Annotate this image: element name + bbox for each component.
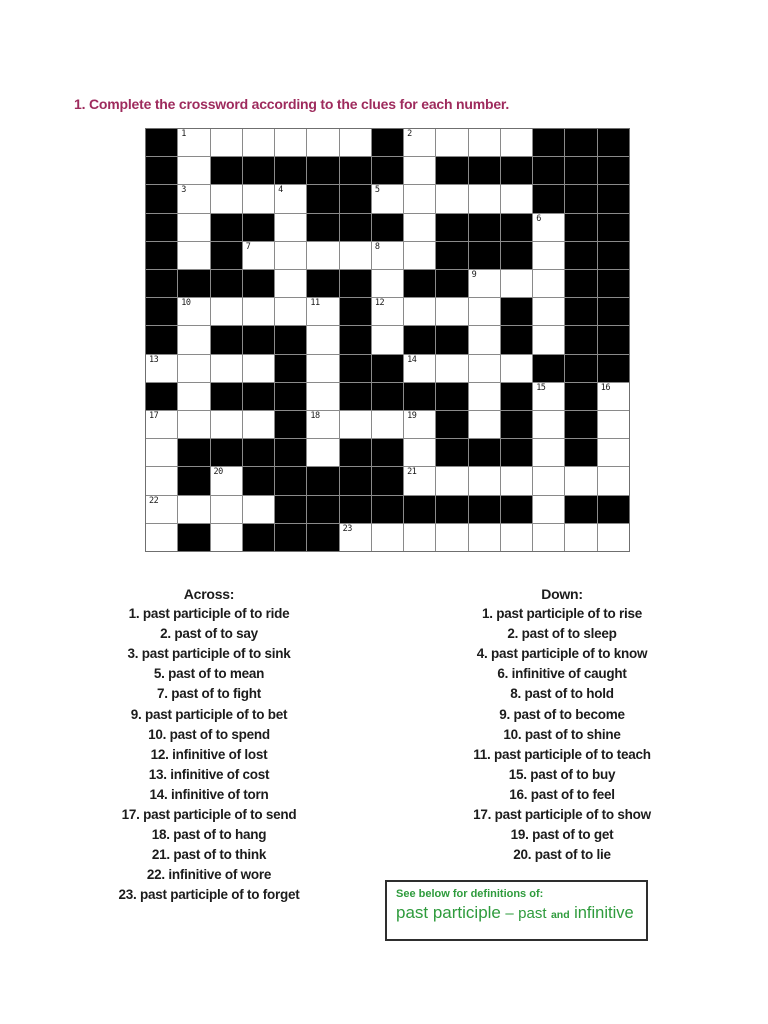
- grid-cell-black: [340, 214, 371, 241]
- across-clue: 23. past participle of to forget: [118, 887, 300, 903]
- grid-cell-black: [436, 214, 467, 241]
- grid-cell[interactable]: [372, 298, 403, 325]
- grid-cell-black: [404, 326, 435, 353]
- grid-cell[interactable]: [275, 242, 306, 269]
- grid-cell[interactable]: [372, 185, 403, 212]
- grid-cell-black: [211, 157, 242, 184]
- grid-cell-black: [565, 326, 596, 353]
- grid-cell-black: [436, 439, 467, 466]
- grid-cell-black: [533, 129, 564, 156]
- grid-cell[interactable]: [307, 298, 338, 325]
- across-clue: 12. infinitive of lost: [150, 746, 268, 762]
- grid-cell-black: [307, 467, 338, 494]
- grid-cell[interactable]: [243, 185, 274, 212]
- grid-cell-black: [340, 467, 371, 494]
- note-line2-part: –: [505, 905, 514, 922]
- grid-cell-black: [469, 157, 500, 184]
- grid-cell[interactable]: [178, 214, 209, 241]
- grid-cell-black: [146, 214, 177, 241]
- down-clue: 9. past of to become: [499, 706, 625, 722]
- grid-cell-black: [404, 383, 435, 410]
- grid-cell-black: [372, 439, 403, 466]
- definitions-note-box: [385, 880, 648, 941]
- across-clue: 14. infinitive of torn: [149, 786, 269, 802]
- grid-cell-black: [469, 242, 500, 269]
- grid-cell[interactable]: [372, 326, 403, 353]
- cell-number: 5: [374, 185, 380, 196]
- grid-cell[interactable]: [146, 439, 177, 466]
- grid-cell-black: [501, 439, 532, 466]
- grid-cell[interactable]: [533, 270, 564, 297]
- down-clue: 17. past participle of to show: [473, 807, 651, 823]
- across-clue: 5. past of to mean: [153, 666, 265, 682]
- cell-number: 1: [181, 129, 186, 139]
- grid-cell[interactable]: [469, 326, 500, 353]
- grid-cell[interactable]: [436, 355, 467, 382]
- grid-cell[interactable]: [598, 467, 629, 494]
- grid-cell-black: [565, 129, 596, 156]
- across-clue: 17. past participle of to send: [121, 807, 297, 823]
- across-clue: 10. past of to spend: [148, 726, 270, 742]
- grid-cell[interactable]: [211, 185, 242, 212]
- grid-cell[interactable]: [211, 467, 242, 494]
- grid-cell[interactable]: [469, 355, 500, 382]
- grid-cell[interactable]: [533, 242, 564, 269]
- grid-cell-black: [436, 383, 467, 410]
- grid-cell-black: [275, 411, 306, 438]
- down-clue-list: [437, 604, 687, 865]
- grid-cell-black: [146, 298, 177, 325]
- grid-cell-black: [211, 270, 242, 297]
- grid-cell[interactable]: [178, 326, 209, 353]
- grid-cell-black: [436, 157, 467, 184]
- grid-cell[interactable]: [598, 383, 629, 410]
- grid-cell-black: [146, 326, 177, 353]
- cell-number: 8: [374, 241, 380, 252]
- grid-cell-black: [372, 355, 403, 382]
- cell-number: 3: [181, 185, 186, 196]
- grid-cell-black: [146, 157, 177, 184]
- grid-cell-black: [436, 270, 467, 297]
- grid-cell[interactable]: [146, 411, 177, 438]
- grid-cell[interactable]: [211, 411, 242, 438]
- grid-cell-black: [598, 129, 629, 156]
- down-clue: 2. past of to sleep: [507, 626, 617, 642]
- grid-cell[interactable]: [307, 242, 338, 269]
- grid-cell-black: [501, 496, 532, 523]
- grid-cell-black: [307, 157, 338, 184]
- grid-cell[interactable]: [404, 411, 435, 438]
- cell-number: 19: [407, 411, 417, 421]
- grid-cell[interactable]: [340, 129, 371, 156]
- down-clues-section: [437, 584, 687, 865]
- grid-cell-black: [501, 383, 532, 410]
- grid-cell-black: [275, 439, 306, 466]
- grid-cell-black: [275, 524, 306, 551]
- grid-cell[interactable]: [275, 214, 306, 241]
- grid-cell-black: [372, 467, 403, 494]
- grid-cell-black: [243, 326, 274, 353]
- across-clue: 13. infinitive of cost: [148, 766, 270, 782]
- grid-cell[interactable]: [243, 242, 274, 269]
- grid-cell-black: [372, 383, 403, 410]
- grid-cell-black: [598, 185, 629, 212]
- grid-cell-black: [340, 157, 371, 184]
- grid-cell[interactable]: [533, 214, 564, 241]
- grid-cell[interactable]: [372, 242, 403, 269]
- down-clue: 16. past of to feel: [509, 786, 615, 802]
- grid-cell-black: [275, 383, 306, 410]
- grid-cell[interactable]: [404, 467, 435, 494]
- grid-cell-black: [436, 411, 467, 438]
- grid-cell-black: [598, 298, 629, 325]
- grid-cell-black: [598, 214, 629, 241]
- grid-cell-black: [501, 214, 532, 241]
- grid-cell[interactable]: [404, 214, 435, 241]
- grid-cell[interactable]: [404, 185, 435, 212]
- grid-cell[interactable]: [178, 129, 209, 156]
- grid-cell[interactable]: [501, 185, 532, 212]
- note-line2-part: infinitive: [574, 904, 634, 922]
- grid-cell-black: [307, 214, 338, 241]
- grid-cell[interactable]: [178, 496, 209, 523]
- grid-cell[interactable]: [146, 496, 177, 523]
- grid-cell[interactable]: [404, 439, 435, 466]
- grid-cell-black: [178, 439, 209, 466]
- down-clue: 11. past participle of to teach: [473, 746, 651, 762]
- down-clue: 19. past of to get: [510, 827, 614, 843]
- down-clue: 10. past of to shine: [503, 726, 621, 742]
- crossword-grid: [145, 128, 630, 552]
- grid-cell[interactable]: [469, 467, 500, 494]
- grid-cell[interactable]: [178, 157, 209, 184]
- down-clue: 4. past participle of to know: [476, 646, 648, 662]
- cell-number: 18: [310, 411, 320, 421]
- across-clue-list: [84, 604, 334, 905]
- grid-cell[interactable]: [436, 467, 467, 494]
- grid-cell-black: [340, 383, 371, 410]
- down-clue: 8. past of to hold: [510, 686, 614, 702]
- grid-cell[interactable]: [178, 355, 209, 382]
- across-clue: 9. past participle of to bet: [130, 706, 288, 722]
- grid-cell[interactable]: [469, 383, 500, 410]
- grid-cell-black: [565, 411, 596, 438]
- grid-cell-black: [598, 355, 629, 382]
- grid-cell-black: [275, 496, 306, 523]
- grid-cell-black: [340, 496, 371, 523]
- grid-cell[interactable]: [501, 467, 532, 494]
- grid-cell[interactable]: [307, 439, 338, 466]
- cell-number: 10: [181, 298, 191, 309]
- grid-cell-black: [211, 214, 242, 241]
- grid-cell-black: [243, 467, 274, 494]
- grid-cell-black: [501, 411, 532, 438]
- grid-cell-black: [565, 214, 596, 241]
- grid-cell[interactable]: [211, 298, 242, 325]
- grid-cell[interactable]: [178, 242, 209, 269]
- grid-cell[interactable]: [243, 129, 274, 156]
- cell-number: 22: [149, 495, 159, 506]
- grid-cell[interactable]: [436, 185, 467, 212]
- grid-cell-black: [436, 326, 467, 353]
- cell-number: 11: [310, 298, 320, 309]
- cell-number: 12: [374, 298, 385, 309]
- grid-cell-black: [436, 242, 467, 269]
- grid-cell[interactable]: [275, 298, 306, 325]
- cell-number: 9: [471, 270, 477, 280]
- grid-cell-black: [469, 439, 500, 466]
- cell-number: 20: [213, 467, 223, 478]
- grid-cell[interactable]: [501, 270, 532, 297]
- grid-cell[interactable]: [243, 355, 274, 382]
- grid-cell[interactable]: [533, 496, 564, 523]
- grid-cell[interactable]: [533, 524, 564, 551]
- grid-cell[interactable]: [533, 411, 564, 438]
- grid-cell[interactable]: [146, 355, 177, 382]
- grid-cell-black: [340, 326, 371, 353]
- grid-cell[interactable]: [469, 270, 500, 297]
- grid-cell[interactable]: [436, 298, 467, 325]
- grid-cell-black: [340, 185, 371, 212]
- grid-cell[interactable]: [211, 496, 242, 523]
- grid-cell-black: [372, 214, 403, 241]
- grid-cell-black: [243, 524, 274, 551]
- grid-cell[interactable]: [469, 524, 500, 551]
- grid-cell[interactable]: [436, 524, 467, 551]
- cell-number: 6: [536, 213, 541, 224]
- grid-cell-black: [307, 524, 338, 551]
- cell-number: 7: [245, 241, 251, 252]
- grid-cell-black: [243, 439, 274, 466]
- grid-cell-black: [275, 355, 306, 382]
- grid-cell-black: [146, 129, 177, 156]
- grid-cell-black: [533, 185, 564, 212]
- grid-cell[interactable]: [533, 326, 564, 353]
- grid-cell[interactable]: [275, 185, 306, 212]
- note-definitions-line: [396, 903, 640, 923]
- across-clue: 3. past participle of to sink: [127, 646, 291, 662]
- grid-cell-black: [598, 242, 629, 269]
- down-clue: 15. past of to buy: [508, 766, 616, 782]
- grid-cell[interactable]: [178, 411, 209, 438]
- grid-cell-black: [565, 439, 596, 466]
- cell-number: 15: [536, 382, 546, 393]
- grid-cell[interactable]: [404, 129, 435, 156]
- cell-number: 21: [407, 467, 417, 478]
- grid-cell[interactable]: [469, 298, 500, 325]
- grid-cell[interactable]: [211, 129, 242, 156]
- grid-cell[interactable]: [307, 326, 338, 353]
- grid-cell-black: [243, 383, 274, 410]
- grid-cell-black: [598, 326, 629, 353]
- grid-cell[interactable]: [436, 129, 467, 156]
- grid-cell[interactable]: [533, 467, 564, 494]
- grid-cell[interactable]: [404, 157, 435, 184]
- grid-cell[interactable]: [469, 411, 500, 438]
- grid-cell[interactable]: [178, 298, 209, 325]
- across-clue: 22. infinitive of wore: [146, 867, 272, 883]
- grid-cell-black: [211, 439, 242, 466]
- note-line2-part: past participle: [396, 903, 501, 922]
- across-clue: 18. past of to hang: [151, 827, 267, 843]
- grid-cell-black: [565, 270, 596, 297]
- cell-number: 14: [407, 354, 417, 365]
- grid-cell-black: [340, 270, 371, 297]
- grid-cell-black: [404, 496, 435, 523]
- note-heading: See below for definitions of:: [396, 888, 544, 900]
- grid-cell[interactable]: [211, 524, 242, 551]
- grid-cell[interactable]: [275, 270, 306, 297]
- grid-cell[interactable]: [340, 242, 371, 269]
- grid-cell-black: [565, 185, 596, 212]
- grid-cell-black: [372, 129, 403, 156]
- grid-cell-black: [243, 157, 274, 184]
- grid-cell-black: [436, 496, 467, 523]
- grid-cell-black: [211, 383, 242, 410]
- grid-cell[interactable]: [307, 383, 338, 410]
- cell-number: 16: [600, 382, 610, 393]
- grid-cell-black: [243, 270, 274, 297]
- grid-cell[interactable]: [598, 439, 629, 466]
- grid-cell[interactable]: [307, 355, 338, 382]
- grid-cell[interactable]: [501, 524, 532, 551]
- grid-cell[interactable]: [243, 298, 274, 325]
- grid-cell[interactable]: [307, 129, 338, 156]
- cell-number: 23: [342, 523, 352, 534]
- across-clue: 1. past participle of to ride: [128, 606, 290, 622]
- grid-cell[interactable]: [243, 411, 274, 438]
- grid-cell[interactable]: [211, 355, 242, 382]
- grid-cell[interactable]: [501, 129, 532, 156]
- grid-cell[interactable]: [469, 185, 500, 212]
- grid-cell[interactable]: [404, 355, 435, 382]
- down-heading: Down:: [541, 586, 583, 602]
- grid-cell-black: [340, 355, 371, 382]
- across-clue: 2. past of to say: [160, 626, 258, 642]
- grid-cell-black: [146, 270, 177, 297]
- note-line2-part: past: [518, 905, 547, 922]
- grid-cell[interactable]: [372, 270, 403, 297]
- grid-cell-black: [501, 326, 532, 353]
- grid-cell[interactable]: [598, 524, 629, 551]
- grid-cell[interactable]: [469, 129, 500, 156]
- grid-cell[interactable]: [307, 411, 338, 438]
- grid-cell[interactable]: [340, 411, 371, 438]
- grid-cell-black: [275, 467, 306, 494]
- across-clues-section: [84, 584, 334, 906]
- note-line2-part: and: [550, 909, 570, 921]
- grid-cell[interactable]: [565, 467, 596, 494]
- grid-cell-black: [533, 355, 564, 382]
- grid-cell-black: [501, 242, 532, 269]
- grid-cell[interactable]: [404, 298, 435, 325]
- grid-cell[interactable]: [178, 185, 209, 212]
- down-clue: 20. past of to lie: [513, 847, 611, 863]
- across-clue: 21. past of to think: [151, 847, 267, 863]
- grid-cell-black: [565, 496, 596, 523]
- grid-cell[interactable]: [243, 496, 274, 523]
- grid-cell-black: [501, 157, 532, 184]
- grid-cell[interactable]: [533, 298, 564, 325]
- grid-cell-black: [598, 496, 629, 523]
- grid-cell[interactable]: [533, 439, 564, 466]
- grid-cell-black: [501, 298, 532, 325]
- cell-number: 4: [278, 185, 283, 196]
- across-clue: 7. past of to fight: [157, 686, 261, 702]
- grid-cell-black: [146, 185, 177, 212]
- grid-cell-black: [178, 467, 209, 494]
- grid-cell[interactable]: [565, 524, 596, 551]
- grid-cell-black: [178, 524, 209, 551]
- grid-cell[interactable]: [372, 524, 403, 551]
- page-title: 1. Complete the crossword according to the clues for each number.: [74, 96, 510, 112]
- grid-cell-black: [146, 242, 177, 269]
- grid-cell-black: [565, 383, 596, 410]
- grid-cell-black: [533, 157, 564, 184]
- grid-cell-black: [275, 157, 306, 184]
- grid-cell-black: [469, 496, 500, 523]
- grid-cell-black: [307, 496, 338, 523]
- grid-cell-black: [178, 270, 209, 297]
- grid-cell[interactable]: [533, 383, 564, 410]
- grid-cell-black: [340, 439, 371, 466]
- grid-cell-black: [146, 383, 177, 410]
- grid-cell[interactable]: [404, 242, 435, 269]
- cell-number: 17: [149, 411, 159, 421]
- grid-cell[interactable]: [372, 411, 403, 438]
- grid-cell-black: [598, 270, 629, 297]
- cell-number: 2: [407, 129, 412, 139]
- grid-cell-black: [372, 157, 403, 184]
- grid-cell-black: [307, 270, 338, 297]
- grid-cell-black: [565, 355, 596, 382]
- grid-cell[interactable]: [340, 524, 371, 551]
- grid-cell-black: [565, 298, 596, 325]
- grid-cell-black: [372, 496, 403, 523]
- grid-cell[interactable]: [178, 383, 209, 410]
- grid-cell[interactable]: [404, 524, 435, 551]
- grid-cell-black: [565, 242, 596, 269]
- grid-cell[interactable]: [146, 467, 177, 494]
- grid-cell[interactable]: [598, 411, 629, 438]
- grid-cell-black: [211, 242, 242, 269]
- grid-cell[interactable]: [275, 129, 306, 156]
- grid-cell-black: [598, 157, 629, 184]
- down-clue: 6. infinitive of caught: [497, 666, 627, 682]
- grid-cell-black: [307, 185, 338, 212]
- grid-cell[interactable]: [146, 524, 177, 551]
- grid-cell-black: [275, 326, 306, 353]
- grid-cell[interactable]: [501, 355, 532, 382]
- grid-cell-black: [565, 157, 596, 184]
- grid-cell-black: [404, 270, 435, 297]
- grid-cell-black: [243, 214, 274, 241]
- down-clue: 1. past participle of to rise: [481, 606, 643, 622]
- grid-cell-black: [211, 326, 242, 353]
- grid-cell-black: [340, 298, 371, 325]
- cell-number: 13: [149, 354, 159, 365]
- grid-cell-black: [469, 214, 500, 241]
- across-heading: Across:: [183, 586, 235, 602]
